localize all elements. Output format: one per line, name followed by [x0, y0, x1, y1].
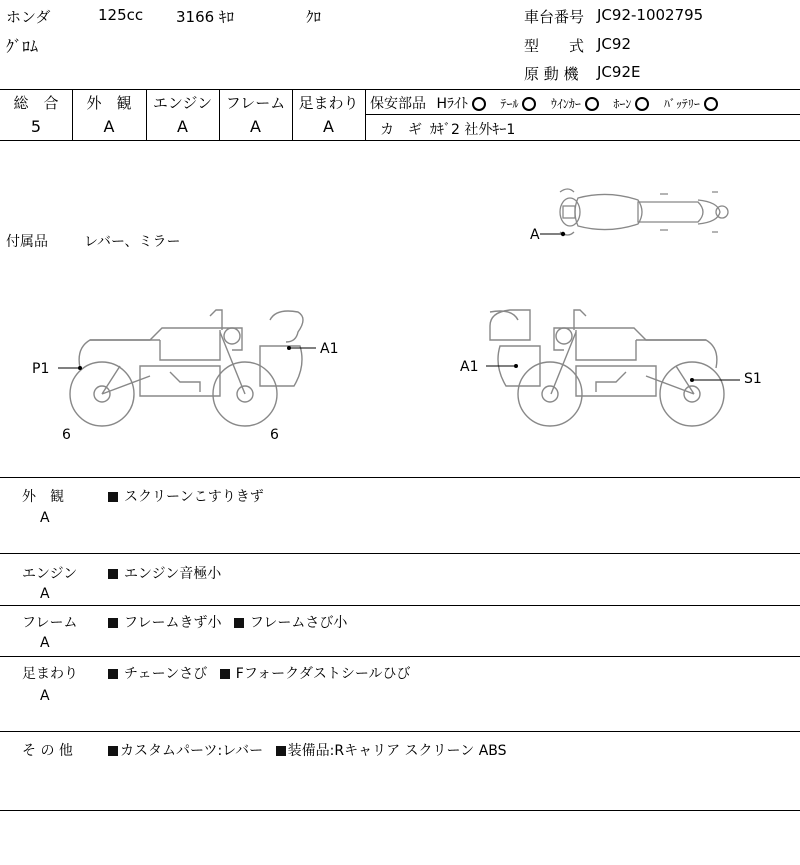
- safety-item-battery: ﾊﾞｯﾃﾘｰ: [664, 96, 718, 112]
- remark-other-items: カスタムパーツ:レバー 装備品:Rキャリア スクリーン ABS: [108, 740, 507, 760]
- remark-exterior-items: スクリーンこすりきず: [108, 486, 264, 506]
- safety-item-taillight: ﾃｰﾙ: [500, 96, 536, 112]
- safety-parts-label: 保安部品: [370, 96, 426, 112]
- square-bullet-icon: [276, 746, 286, 756]
- engine-model-value: JC92E: [597, 63, 641, 81]
- divider: [0, 553, 800, 554]
- total-grade-label: 総 合: [13, 94, 59, 112]
- key-value: ｶｷﾞ2 社外ｷｰ1: [430, 122, 516, 138]
- remark-frame-grade: A: [40, 635, 50, 651]
- tire-front-label: 6: [62, 427, 71, 443]
- damage-label-right-s1: S1: [744, 371, 762, 387]
- frame-grade-label: フレーム: [225, 94, 286, 112]
- maker: ホンダ: [6, 8, 51, 26]
- square-bullet-icon: [108, 669, 118, 679]
- frame-grade: A: [250, 117, 261, 136]
- displacement: 125cc: [98, 6, 144, 24]
- engine-grade: A: [177, 117, 188, 136]
- divider: [0, 656, 800, 657]
- damage-label-top-a: A: [530, 227, 540, 243]
- safety-parts: [370, 93, 718, 113]
- suspension-grade: A: [323, 117, 334, 136]
- damage-label-left-p1: P1: [32, 361, 50, 377]
- ok-circle-icon: [585, 97, 599, 111]
- frame-number: JC92-1002795: [597, 6, 704, 24]
- remark-frame-label: フレーム: [22, 615, 78, 631]
- remark-other-label: そ の 他: [22, 743, 73, 759]
- square-bullet-icon: [108, 492, 118, 502]
- square-bullet-icon: [220, 669, 230, 679]
- damage-label-left-a1: A1: [320, 341, 339, 357]
- divider: [0, 810, 800, 811]
- remark-exterior-grade: A: [40, 510, 50, 526]
- ok-circle-icon: [522, 97, 536, 111]
- tire-rear-label: 6: [270, 427, 279, 443]
- safety-item-winker: ｳｲﾝｶｰ: [551, 96, 599, 112]
- square-bullet-icon: [108, 618, 118, 628]
- remark-engine-label: エンジン: [22, 566, 78, 582]
- color: ｸﾛ: [306, 8, 322, 26]
- square-bullet-icon: [108, 746, 118, 756]
- motorcycle-right-side-diagram: [480, 296, 750, 436]
- remark-exterior-label: 外 観: [22, 489, 64, 505]
- model-name: ｸﾞﾛﾑ: [6, 37, 39, 56]
- motorcycle-top-view-diagram: [540, 182, 740, 242]
- square-bullet-icon: [234, 618, 244, 628]
- motorcycle-left-side-diagram: [60, 296, 320, 436]
- type-label: 型 式: [524, 37, 585, 55]
- divider: [0, 731, 800, 732]
- suspension-grade-label: 足まわり: [298, 94, 359, 112]
- square-bullet-icon: [108, 569, 118, 579]
- divider: [0, 605, 800, 606]
- safety-item-horn: ﾎｰﾝ: [613, 96, 649, 112]
- type-value: JC92: [597, 35, 631, 53]
- divider: [0, 477, 800, 478]
- remark-suspension-label: 足まわり: [22, 666, 78, 682]
- damage-label-right-a1: A1: [460, 359, 479, 375]
- ok-circle-icon: [704, 97, 718, 111]
- exterior-grade-label: 外 観: [86, 94, 132, 112]
- accessories-label: 付属品: [6, 234, 48, 250]
- mileage: 3166 ｷﾛ: [176, 8, 234, 26]
- total-grade: 5: [30, 117, 42, 136]
- engine-model-label: 原 動 機: [524, 65, 579, 83]
- exterior-grade: A: [103, 117, 115, 136]
- accessories-value: レバー、ミラー: [84, 234, 181, 250]
- key-label: カ ギ: [380, 122, 422, 138]
- ok-circle-icon: [635, 97, 649, 111]
- remark-suspension-grade: A: [40, 688, 50, 704]
- remark-engine-grade: A: [40, 586, 50, 602]
- divider: [365, 114, 800, 115]
- frame-number-label: 車台番号: [524, 8, 585, 26]
- engine-grade-label: エンジン: [152, 94, 213, 112]
- remark-engine-items: エンジン音極小: [108, 563, 221, 583]
- remark-frame-items: フレームきず小 フレームさび小: [108, 612, 347, 632]
- safety-item-headlight: Hﾗｲﾄ: [436, 96, 486, 112]
- remark-suspension-items: チェーンさび Fフォークダストシールひび: [108, 663, 411, 683]
- divider: [0, 89, 800, 90]
- divider: [0, 140, 800, 141]
- ok-circle-icon: [472, 97, 486, 111]
